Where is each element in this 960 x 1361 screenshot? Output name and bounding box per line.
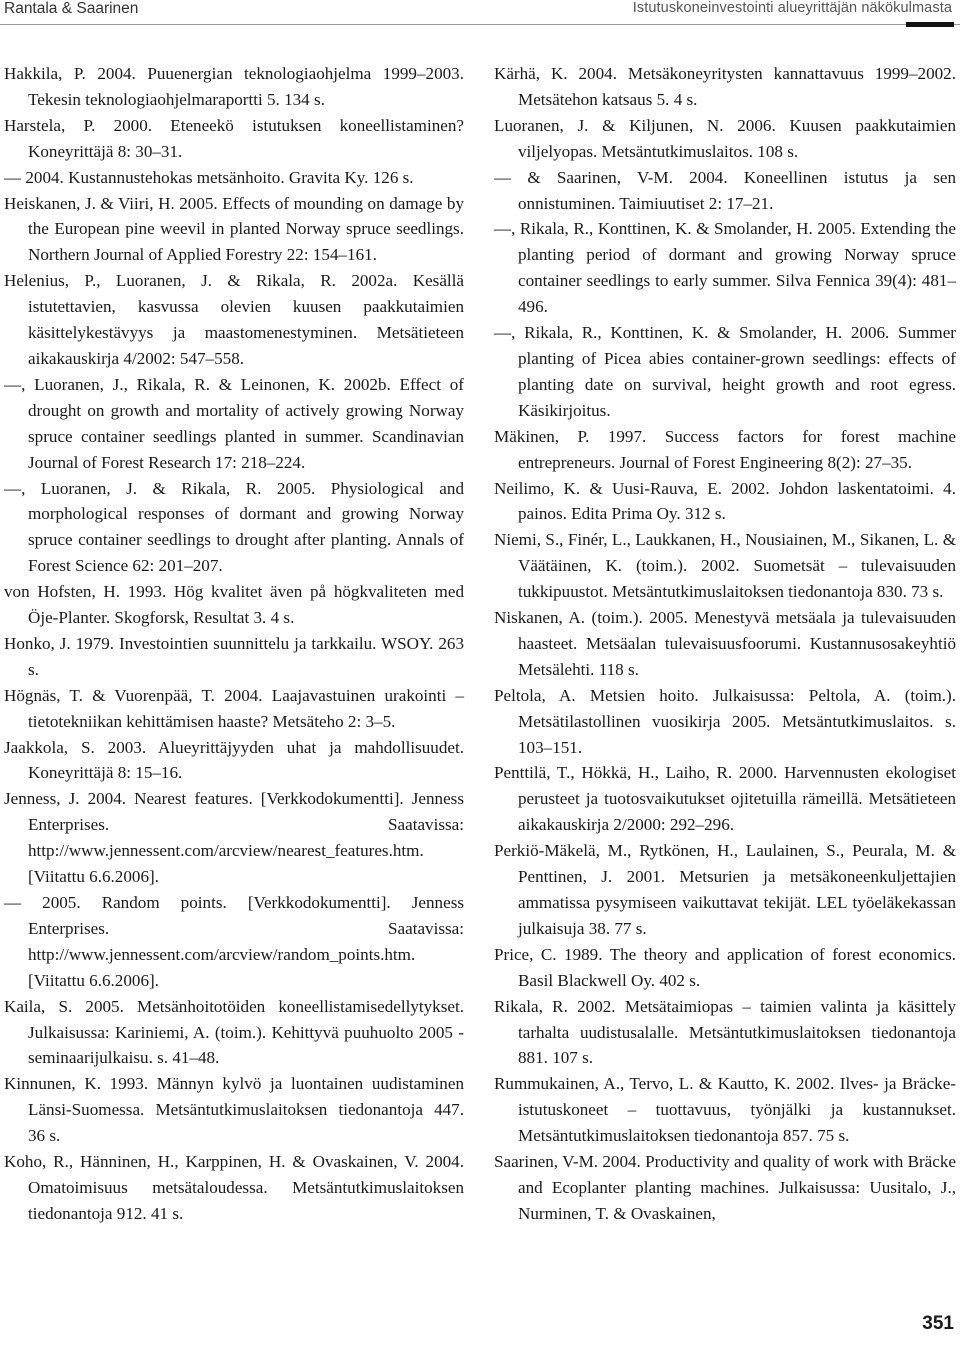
reference-entry: Jenness, J. 2004. Nearest features. [Verkkodokumentti]. Jenness Enterprises. Saatavissa: http://www.jennessent.com/arcview/nearest_features.htm. [Viitattu 6.6.2006]. <box>4 789 464 887</box>
header-bar <box>906 22 954 27</box>
page-number: 351 <box>922 1313 954 1334</box>
reference-entry: Högnäs, T. & Vuorenpää, T. 2004. Laajavastuinen urakointi – tietotekniikan kehittämisen haaste? Metsäteho 2: 3–5. <box>4 685 464 731</box>
reference-entry: Saarinen, V-M. 2004. Productivity and quality of work with Bräcke and Ecoplanter planting machines. Julkaisussa: Uusitalo, J., Nurminen, T. & Ovaskainen, <box>494 1152 956 1223</box>
reference-entry: Price, C. 1989. The theory and application of forest economics. Basil Blackwell Oy. 402 s. <box>494 944 956 990</box>
reference-entry: Helenius, P., Luoranen, J. & Rikala, R. 2002a. Kesällä istutettavien, kasvussa olevien kuusen paakkutaimien käsittelykestävyys ja maastomenestyminen. Metsätieteen aikakauskirja 4/2002: 547–558. <box>4 271 464 368</box>
header-rule <box>0 24 960 25</box>
running-head-title: Istutuskoneinvestointi alueyrittäjän näkökulmasta <box>632 0 952 16</box>
reference-entry: — 2005. Random points. [Verkkodokumentti]. Jenness Enterprises. Saatavissa: http://www.jennessent.com/arcview/random_points.htm. [Viitattu 6.6.2006]. <box>4 893 464 990</box>
reference-entry: Mäkinen, P. 1997. Success factors for forest machine entrepreneurs. Journal of Forest Engineering 8(2): 27–35. <box>494 426 956 472</box>
reference-entry: Niskanen, A. (toim.). 2005. Menestyvä metsäala ja tulevaisuuden haasteet. Metsäalan tulevaisuusfoorumi. Kustannusosakeyhtiö Metsälehti. 118 s. <box>494 608 956 679</box>
reference-entry: Harstela, P. 2000. Eteneekö istutuksen koneellistaminen? Koneyrittäjä 8: 30–31. <box>4 115 464 161</box>
reference-entry: Rummukainen, A., Tervo, L. & Kautto, K. 2002. Ilves- ja Bräcke-istutuskoneet – tuottavuus, työnjälki ja kustannukset. Metsäntutkimuslaitoksen tiedonantoja 857. 75 s. <box>494 1074 956 1146</box>
reference-entry: Hakkila, P. 2004. Puuenergian teknologiaohjelma 1999–2003. Tekesin teknologiaohjelmaraportti 5. 134 s. <box>4 64 464 109</box>
reference-entry: — 2004. Kustannustehokas metsänhoito. Gravita Ky. 126 s. <box>4 167 414 187</box>
running-head <box>0 0 960 34</box>
reference-entry: Niemi, S., Finér, L., Laukkanen, H., Nousiainen, M., Sikanen, L. & Väätäinen, K. (toim.). 2002. Suometsät – tulevaisuuden tukkipuustot. Metsäntutkimuslaitoksen tiedonantoja 830. 73 s. <box>494 530 956 602</box>
reference-entry: Peltola, A. Metsien hoito. Julkaisussa: Peltola, A. (toim.). Metsätilastollinen vuosikirja 2005. Metsäntutkimuslaitos. s. 103–151. <box>494 685 956 757</box>
running-head-authors: Rantala & Saarinen <box>4 0 139 17</box>
reference-entry: —, Rikala, R., Konttinen, K. & Smolander, H. 2005. Extending the planting period of dormant and growing Norway spruce container seedlings to early summer. Silva Fennica 39(4): 481–496. <box>494 219 956 317</box>
reference-entry: Perkiö-Mäkelä, M., Rytkönen, H., Laulainen, S., Peurala, M. & Penttinen, J. 2001. Metsurien ja metsäkoneenkuljettajien ammatissa pysymiseen vaikuttavat tekijät. LEL työeläkekassan julkaisuja 38. 77 s. <box>494 841 956 938</box>
reference-entry: Kärhä, K. 2004. Metsäkoneyritysten kannattavuus 1999–2002. Metsätehon katsaus 5. 4 s. <box>494 64 956 109</box>
reference-entry: — & Saarinen, V-M. 2004. Koneellinen istutus ja sen onnistuminen. Taimiuutiset 2: 17–21. <box>494 167 956 213</box>
reference-entry: —, Luoranen, J. & Rikala, R. 2005. Physiological and morphological responses of dormant and growing Norway spruce container seedlings to drought after planting. Annals of Forest Science 62: 201–207. <box>4 478 464 576</box>
reference-entry: Honko, J. 1979. Investointien suunnittelu ja tarkkailu. WSOY. 263 s. <box>4 633 464 679</box>
reference-entry: Koho, R., Hänninen, H., Karppinen, H. & Ovaskainen, V. 2004. Omatoimisuus metsätaloudessa. Metsäntutkimuslaitoksen tiedonantoja 912. 41 s. <box>4 1152 464 1223</box>
reference-entry: Rikala, R. 2002. Metsätaimiopas – taimien valinta ja käsittely tarhalta uudistusalalle. Metsäntutkimuslaitoksen tiedonantoja 881. 107 s. <box>494 996 956 1068</box>
references-left-column <box>4 61 464 1227</box>
reference-entry: Jaakkola, S. 2003. Alueyrittäjyyden uhat ja mahdollisuudet. Koneyrittäjä 8: 15–16. <box>4 737 464 783</box>
reference-entry: Penttilä, T., Hökkä, H., Laiho, R. 2000. Harvennusten ekologiset perusteet ja tuotosvaikutukset ojitetuilla rämeillä. Metsätieteen aikakauskirja 2/2000: 292–296. <box>494 763 956 835</box>
reference-entry: Kaila, S. 2005. Metsänhoitotöiden koneellistamisedellytykset. Julkaisussa: Kariniemi, A. (toim.). Kehittyvä puuhuolto 2005 -seminaarijulkaisu. s. 41–48. <box>4 996 464 1068</box>
reference-entry: Heiskanen, J. & Viiri, H. 2005. Effects of mounding on damage by the European pine weevil in planted Norway spruce seedlings. Northern Journal of Applied Forestry 22: 154–161. <box>4 193 464 265</box>
reference-entry: Kinnunen, K. 1993. Männyn kylvö ja luontainen uudistaminen Länsi-Suomessa. Metsäntutkimuslaitoksen tiedonantoja 447. 36 s. <box>4 1074 464 1146</box>
reference-entry: von Hofsten, H. 1993. Hög kvalitet även på högkvaliteten med Öje-Planter. Skogforsk, Resultat 3. 4 s. <box>4 582 464 628</box>
reference-entry: Luoranen, J. & Kiljunen, N. 2006. Kuusen paakkutaimien viljelyopas. Metsäntutkimuslaitos. 108 s. <box>494 115 956 161</box>
reference-entry: Neilimo, K. & Uusi-Rauva, E. 2002. Johdon laskentatoimi. 4. painos. Edita Prima Oy. 312 s. <box>494 478 956 524</box>
reference-entry: —, Luoranen, J., Rikala, R. & Leinonen, K. 2002b. Effect of drought on growth and mortality of actively growing Norway spruce container seedlings planted in summer. Scandinavian Journal of Forest Research 17: 218–224. <box>4 374 464 472</box>
references-right-column <box>494 61 956 1227</box>
reference-entry: —, Rikala, R., Konttinen, K. & Smolander, H. 2006. Summer planting of Picea abies container-grown seedlings: effects of planting date on survival, height growth and root egress. Käsikirjoitus. <box>494 323 956 420</box>
